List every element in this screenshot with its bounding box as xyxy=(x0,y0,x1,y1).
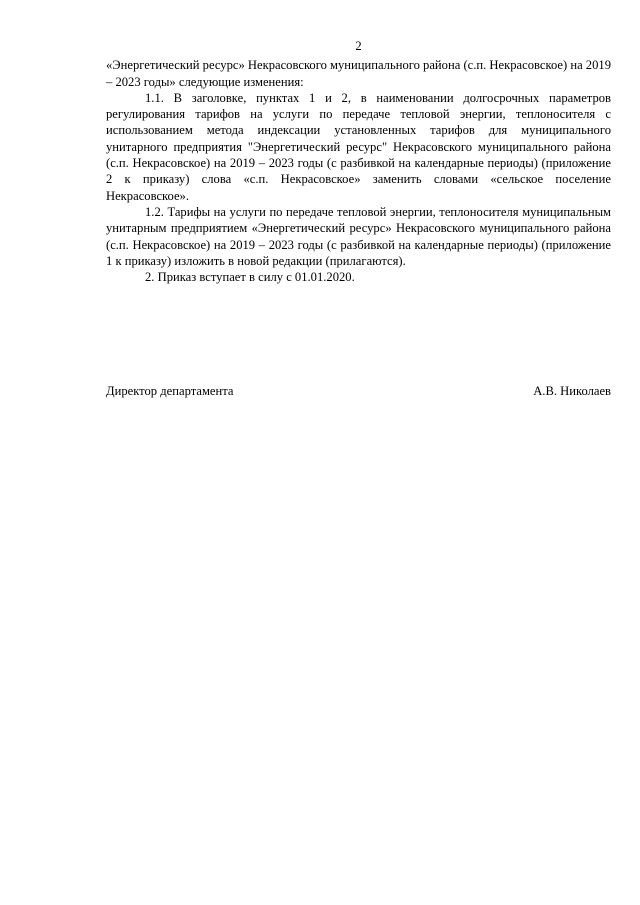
signatory-position: Директор департамента xyxy=(106,384,234,398)
document-body xyxy=(106,38,611,285)
signature-block xyxy=(106,383,611,399)
paragraph-1-2: 1.2. Тарифы на услуги по передаче тепловой энергии, теплоносителя муниципальным унитарным предприятием «Энергетический ресурс» Некрасовского муниципального района (с.п. Некрасовское) на 2019 – 2023 годы (с разбивкой на календарные периоды) (приложение 1 к приказу) изложить в новой редакции (прилагаются). xyxy=(106,204,611,268)
page-number: 2 xyxy=(355,39,362,53)
paragraph-2: 2. Приказ вступает в силу с 01.01.2020. xyxy=(145,270,355,285)
signatory-name: А.В. Николаев xyxy=(533,384,611,398)
paragraph-intro: «Энергетический ресурс» Некрасовского муниципального района (с.п. Некрасовское) на 2019 – 2023 годы» следующие изменения: xyxy=(106,58,611,89)
paragraph-1-1: 1.1. В заголовке, пунктах 1 и 2, в наименовании долгосрочных параметров регулирования тарифов на услуги по передаче тепловой энергии, теплоносителя с использованием метода индексации установленных тарифов для муниципального унитарного предприятия "Энергетический ресурс" Некрасовского муниципального района (с.п. Некрасовское) на 2019 – 2023 годы (с разбивкой на календарные периоды) (приложение 2 к приказу) слова «с.п. Некрасовское» заменить словами «сельское поселение Некрасовское». xyxy=(106,90,611,203)
